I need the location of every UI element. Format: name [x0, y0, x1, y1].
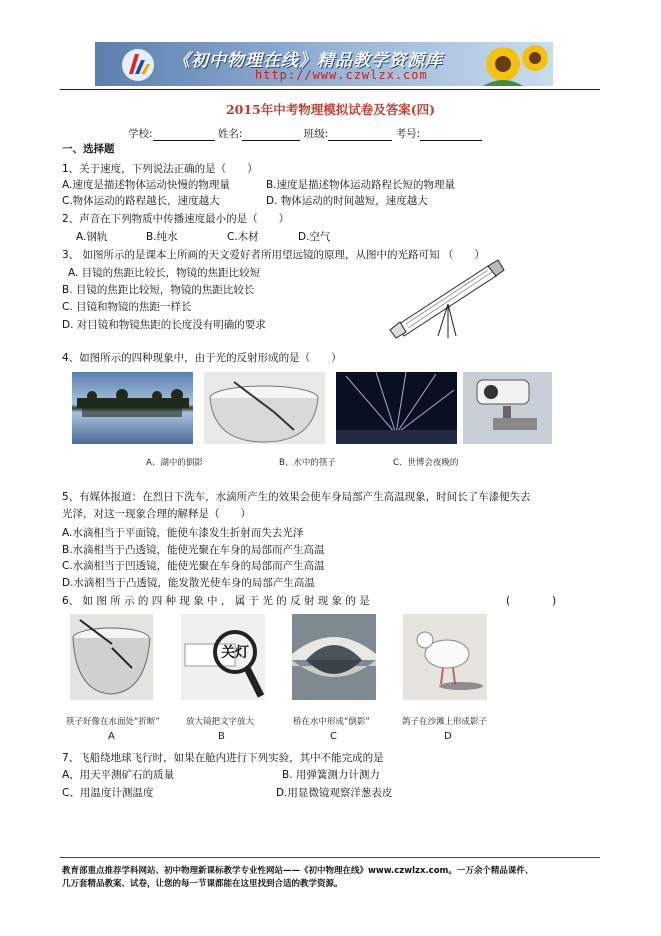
section-heading: 一、选择题: [62, 143, 115, 155]
exam-no-label: 考号:: [395, 128, 421, 140]
q6-caption-a: 筷子好像在水面处“折断”: [66, 717, 160, 727]
q6-image-b: [181, 614, 265, 700]
q6-letter-c: C: [330, 731, 337, 742]
name-label: 姓名:: [217, 128, 243, 140]
q3-option-d[interactable]: D. 对目镜和物镜焦距的长度没有明确的要求: [62, 319, 266, 331]
q3-option-a[interactable]: A. 目镜的焦距比较长，物镜的焦距比较短: [68, 267, 261, 279]
q4-image-d: [463, 372, 552, 444]
magnified-sign-text: 关灯: [221, 645, 249, 661]
q7-option-d[interactable]: D.用显微镜观察洋葱表皮: [276, 787, 393, 799]
q5-option-d[interactable]: D.水滴相当于凸透镜，能发散光使车身的局部产生高温: [62, 577, 315, 589]
school-label: 学校:: [128, 128, 153, 140]
q4-caption-a: A、湖中的倒影: [146, 458, 203, 466]
footer-line2: 几万套精品教案、试卷，让您的每一节课都能在这里找到合适的教学资源。: [62, 879, 343, 889]
q3-option-b[interactable]: B. 目镜的焦距比较短，物镜的焦距比较长: [62, 284, 255, 296]
q1-option-b[interactable]: B.速度是描述物体运动路程长短的物理量: [266, 179, 456, 191]
q4-image-a: [72, 372, 193, 444]
q6-caption-d: 鸽子在沙滩上形成影子: [402, 717, 488, 727]
name-field[interactable]: [242, 129, 300, 141]
q4-stem: 4、如图所示的四种现象中，由于光的反射形成的是（ ）: [62, 352, 342, 364]
q4-caption-c: C、世博会夜晚的: [393, 458, 459, 466]
site-logo-icon: [121, 48, 155, 82]
q1-option-c[interactable]: C.物体运动的路程越长，速度越大: [62, 195, 220, 207]
class-label: 班级:: [303, 128, 329, 140]
header-rule: [60, 89, 600, 90]
bowl-chopstick-icon: [70, 614, 153, 700]
q7-option-b[interactable]: B. 用弹簧测力计测力: [282, 769, 380, 781]
camera-icon: [463, 372, 552, 444]
class-field[interactable]: [328, 129, 392, 141]
q2-option-c[interactable]: C.木材: [227, 231, 259, 243]
searchlights-icon: [336, 372, 457, 444]
q6-caption-b: 放大镜把文字放大: [186, 717, 255, 727]
q5-stem-line1: 5、有媒体报道：在烈日下洗车，水滴所产生的效果会使车身局部产生高温现象，时间长了车漆便失去: [62, 491, 531, 503]
q6-letter-d: D: [444, 731, 452, 742]
header-banner: [95, 42, 553, 86]
q7-option-c[interactable]: C、用温度计测温度: [62, 787, 154, 799]
q6-stem: 6、 如 图 所 示 的 四 种 现 象 中 ， 属 于 光 的 反 射 现 象 的 是: [62, 595, 370, 607]
q6-image-d: [403, 614, 487, 700]
school-field[interactable]: [153, 129, 215, 141]
q6-image-c: [292, 614, 376, 700]
q4-image-c: [336, 372, 457, 444]
q6-caption-c: 桥在水中形成“倒影”: [293, 717, 370, 727]
q5-stem-line2: 光泽，对这一现象合理的解释是（ ）: [62, 508, 251, 520]
q2-option-d[interactable]: D.空气: [298, 231, 331, 243]
q6-answer-paren: ( ): [506, 595, 557, 607]
q2-option-a[interactable]: A.钢轨: [76, 231, 108, 243]
q7-option-a[interactable]: A、用天平测矿石的质量: [62, 769, 175, 781]
q5-option-b[interactable]: B.水滴相当于凸透镜，能使光聚在车身的局部而产生高温: [62, 544, 325, 556]
q6-letter-a: A: [108, 731, 115, 742]
banner-title: 《初中物理在线》精品教学资源库: [173, 51, 443, 71]
q5-option-c[interactable]: C.水滴相当于凹透镜，能使光聚在车身的局部而产生高温: [62, 560, 325, 572]
q2-option-b[interactable]: B.纯水: [146, 231, 178, 243]
q4-image-b: [204, 372, 325, 444]
q6-image-a: [70, 614, 153, 700]
arch-bridge-icon: [292, 614, 376, 700]
doc-title: 2015年中考物理模拟试卷及答案(四): [225, 102, 436, 117]
q3-stem: 3、 如图所示的是课本上所画的天文爱好者所用望远镜的原理，从图中的光路可知 （ ）: [62, 249, 485, 261]
q1-stem: 1、关于速度，下列说法正确的是（ ）: [62, 163, 258, 175]
q4-caption-b: B、水中的筷子: [279, 458, 336, 466]
telescope-illustration: [388, 256, 508, 340]
exam-no-field[interactable]: [420, 129, 482, 141]
q2-stem: 2、声音在下列物质中传播速度最小的是（ ）: [62, 213, 290, 225]
q7-stem: 7、飞船绕地球飞行时，如果在舱内进行下列实验，其中不能完成的是: [62, 752, 384, 764]
bowl-chopstick-icon: [204, 372, 325, 444]
footer-line1: 教育部重点推荐学科网站、初中物理新课标教学专业性网站——《初中物理在线》www.czwlzx.com。一万余个精品课件、: [62, 866, 534, 876]
q1-option-a[interactable]: A.速度是描述物体运动快慢的物理量: [62, 179, 230, 191]
lake-reflection-icon: [72, 372, 193, 444]
sunflower-icon: [483, 44, 549, 86]
q3-option-c[interactable]: C. 目镜和物镜的焦距一样长: [62, 301, 192, 313]
q1-option-d[interactable]: D. 物体运动的时间越短，速度越大: [266, 195, 428, 207]
q6-letter-b: B: [218, 731, 225, 742]
dove-shadow-icon: [403, 614, 487, 700]
info-line: [128, 127, 482, 141]
q5-option-a[interactable]: A.水滴相当于平面镜，能使车漆发生折射而失去光泽: [62, 527, 304, 539]
footer-rule: [60, 857, 600, 858]
banner-url: http://www.czwlzx.com: [255, 68, 428, 82]
